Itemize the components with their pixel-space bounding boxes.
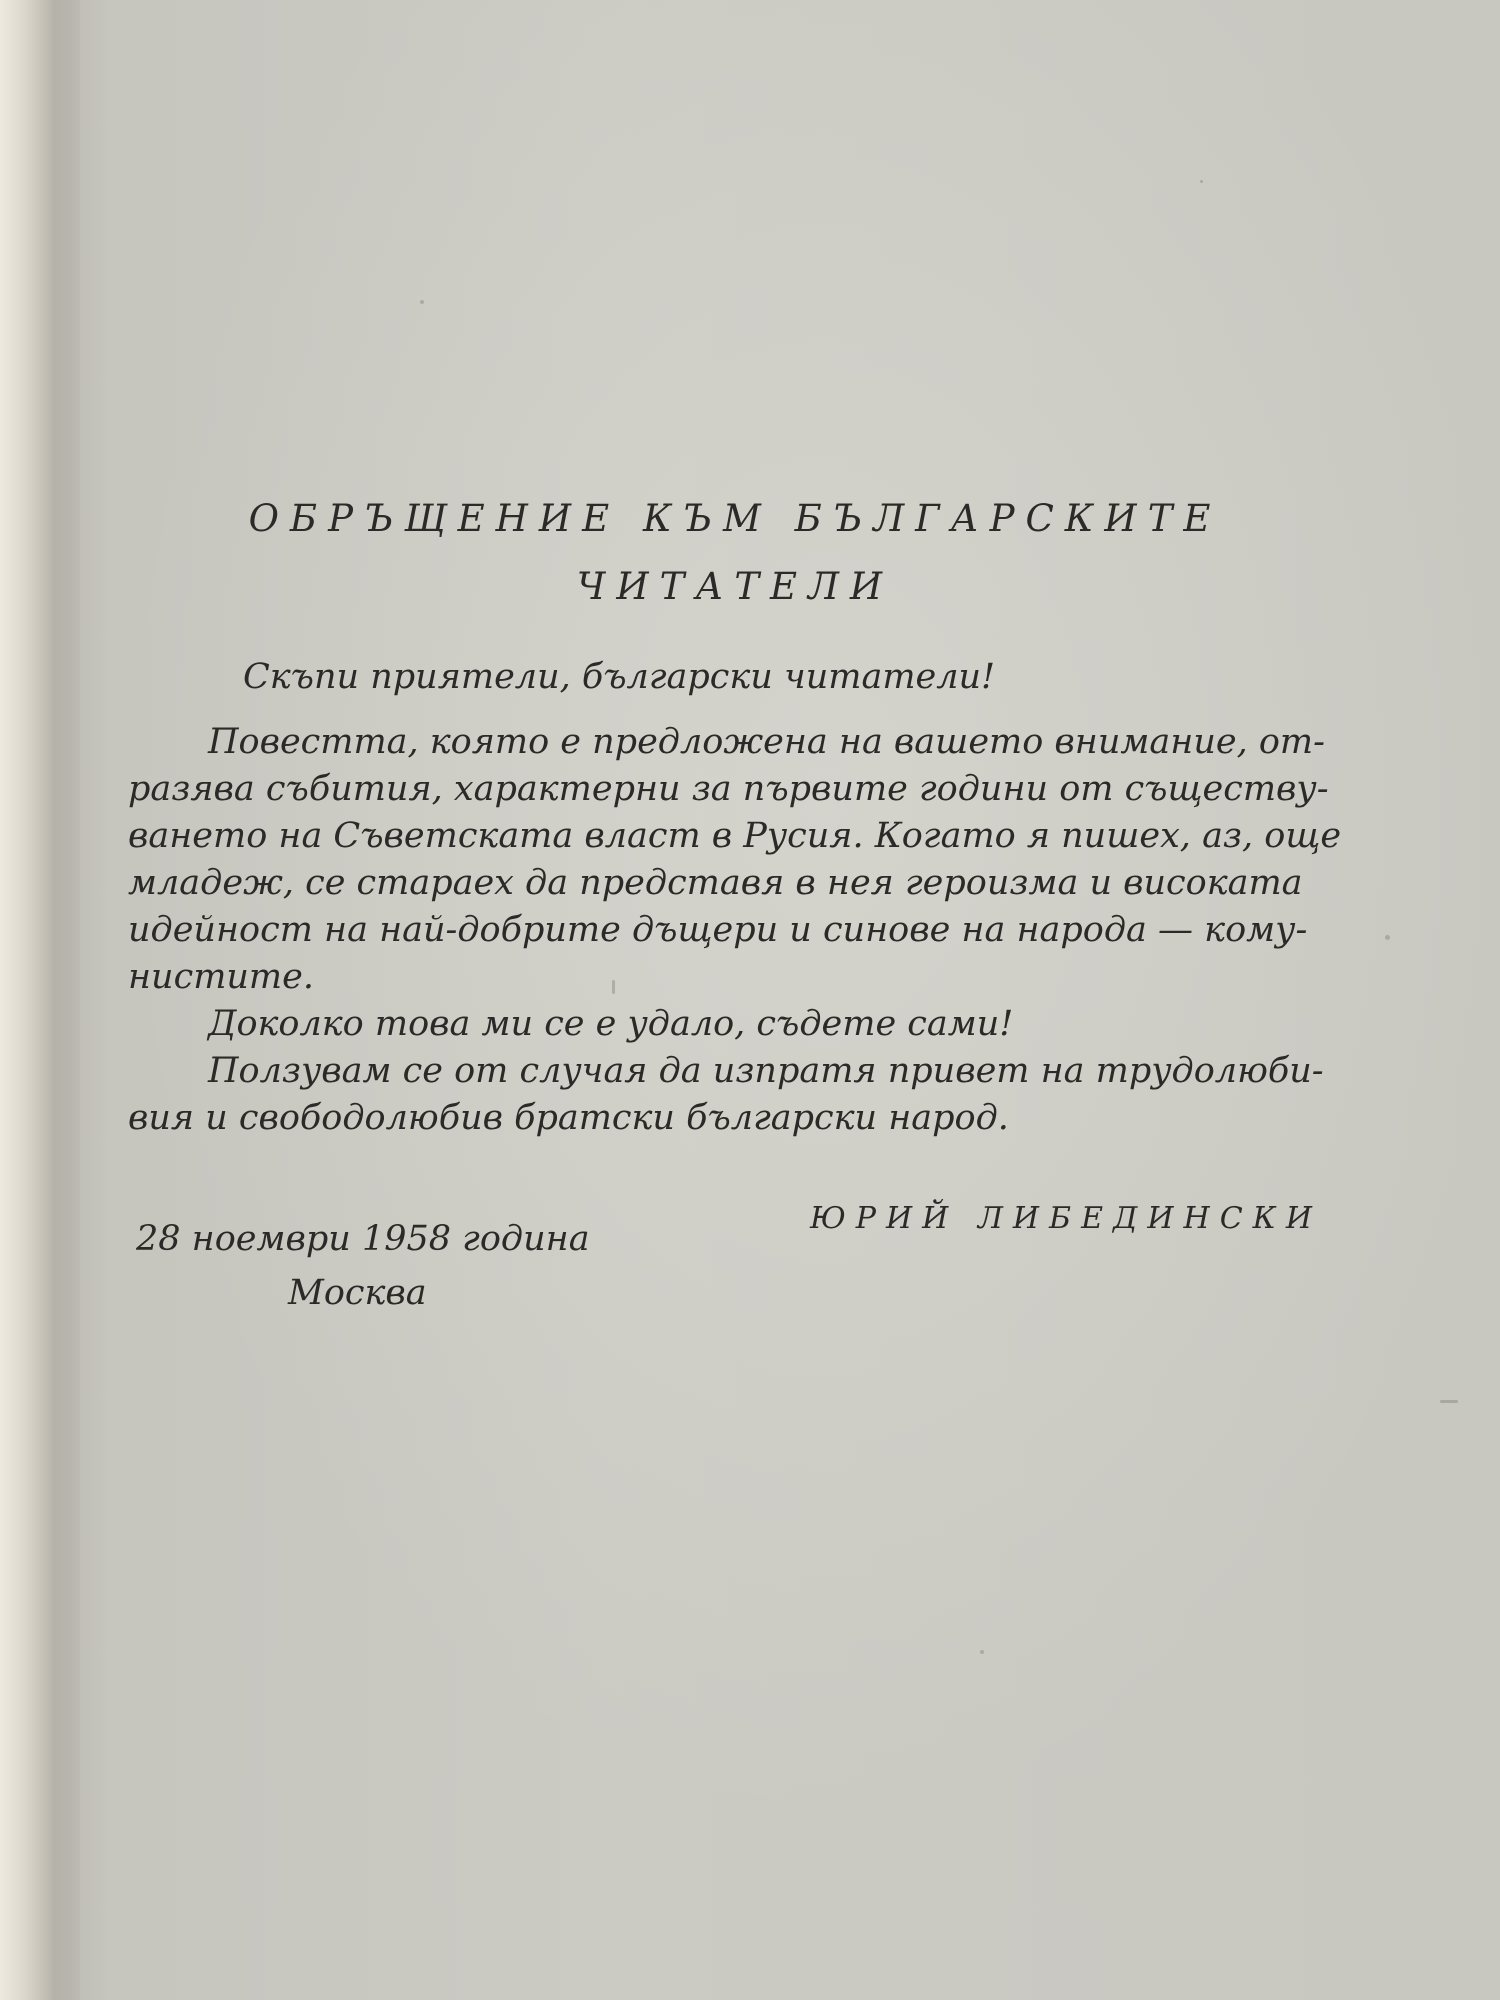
paragraph-line: Доколко това ми се е удало, съдете сами! — [208, 1004, 1014, 1044]
paragraph-3 — [128, 1048, 1328, 1142]
paragraph-line: нистите. — [128, 957, 314, 997]
paragraph-line: идейност на най-добрите дъщери и синове на народа — кому- — [128, 910, 1308, 950]
greeting: Скъпи приятели, български читатели! — [243, 657, 996, 697]
heading-line-2: ЧИТАТЕЛИ — [576, 565, 894, 608]
paragraph-line: младеж, се стараех да представя в нея героизма и високата — [128, 863, 1303, 903]
heading — [150, 492, 1320, 614]
paper-speck — [980, 1650, 984, 1654]
page-binding-edge — [0, 0, 80, 2000]
paragraph-line: вия и свободолюбив братски български народ. — [128, 1098, 1009, 1138]
signature-city: Москва — [288, 1273, 427, 1313]
paper-speck — [420, 300, 424, 304]
paragraph-line: разява събития, характерни за първите години от съществу- — [128, 769, 1329, 809]
signature-author: ЮРИЙ ЛИБЕДИНСКИ — [810, 1201, 1323, 1236]
paragraph-2 — [128, 1001, 1328, 1048]
paragraph-line: ването на Съветската власт в Русия. Когато я пишех, аз, още — [128, 816, 1342, 856]
heading-line-1: ОБРЪЩЕНИЕ КЪМ БЪЛГАРСКИТЕ — [248, 497, 1222, 540]
paper-speck — [1385, 935, 1390, 940]
signature-date: 28 ноември 1958 година — [136, 1219, 590, 1259]
letter-body — [128, 654, 1342, 1142]
paper-speck — [1200, 180, 1203, 183]
paragraph-line: Ползувам се от случая да изпратя привет на трудолюби- — [208, 1051, 1324, 1091]
paper-speck — [1440, 1400, 1458, 1403]
paragraph-line: Повестта, която е предложена на вашето внимание, от- — [208, 722, 1325, 762]
paragraph-1 — [128, 719, 1342, 1001]
